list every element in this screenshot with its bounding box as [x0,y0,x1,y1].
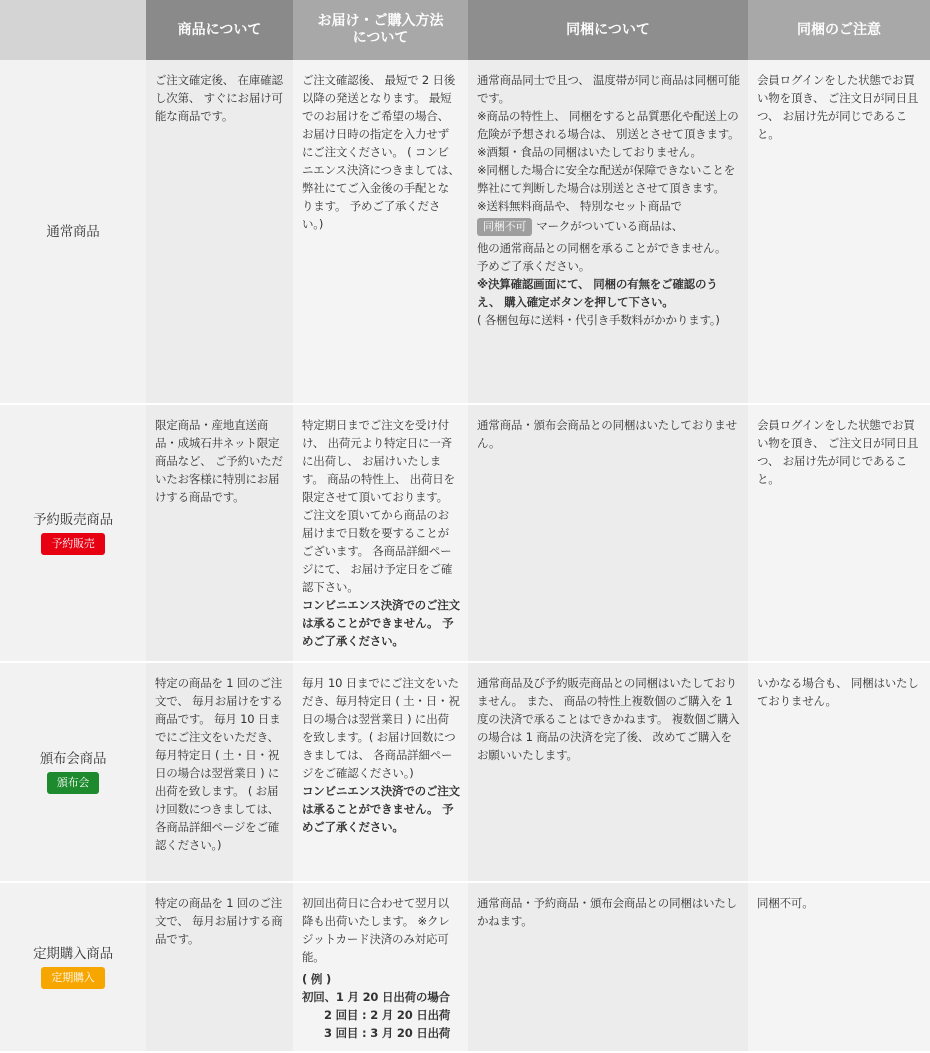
delivery-example-line: 2 回目 : 2 月 20 日出荷 [324,1008,451,1022]
notice-cell: 同梱不可。 [748,882,930,1052]
delivery-bold-text: コンビニエンス決済でのご注文は承ることができません。 予めご了承ください。 [302,598,460,648]
reservation-badge: 予約販売 [41,533,104,555]
delivery-text: 特定期日までご注文を受け付け、 出荷元より特定日に一斉に出荷し、 お届けいたします。 商品の特性上、 出荷日を限定させて頂いております。 ご注文を頂いてから商品のお届けまで日数を要することがございます。 各商品詳細ページにて、 お届け予定日をご確認下さい。 [302,418,455,594]
notice-cell: 会員ログインをした状態でお買い物を頂き、 ご注文日が同日且つ、 お届け先が同じであること。 [748,404,930,662]
header-delivery-method [293,0,468,60]
subscription-club-badge: 頒布会 [47,772,99,794]
delivery-example-label: ( 例 ) [302,972,332,986]
delivery-bold-text: コンビニエンス決済でのご注文は承ることができません。 予めご了承ください。 [302,784,460,834]
about-cell: 特定の商品を 1 回のご注文で、 毎月お届けをする商品です。 毎月 10 日までにご注文をいただき、 毎月特定日 ( 土・日・祝日の場合は翌営業日 ) に出荷を致します。 ( お届け回数につきましては、 各商品詳細ページをご確認ください。) [146,662,293,882]
bundle-cell: 通常商品及び予約販売商品との同梱はいたしておりません。 また、 商品の特性上複数個のご購入を 1 度の決済で承ることはできかねます。 複数個ご購入の場合は 1 商品の決済を完了後、 改めてご購入をお願いいたします。 [468,662,748,882]
about-cell: 限定商品・産地直送商品・成城石井ネット限定商品など、 ご予約いただいたお客様に特別にお届けする商品です。 [146,404,293,662]
header-about-product: 商品について [146,0,293,60]
header-blank [0,0,146,60]
table-row [0,662,930,882]
bundle-text: ※同梱した場合に安全な配送が保障できないことを弊社にて判断した場合は別送とさせて頂きます。 [477,163,736,195]
product-type-label: 予約販売商品 [33,512,113,528]
product-type-label: 頒布会商品 [39,751,107,767]
bundle-cell: 通常商品・頒布会商品との同梱はいたしておりません。 [468,404,748,662]
delivery-cell [293,662,468,882]
table-row [0,404,930,662]
product-type-label: 定期購入商品 [33,946,113,962]
bundle-cell: 通常商品・予約商品・頒布会商品との同梱はいたしかねます。 [468,882,748,1052]
product-type-label: 通常商品 [46,223,100,240]
no-bundle-tag: 同梱不可 [477,218,532,236]
delivery-cell: ご注文確認後、 最短で 2 日後以降の発送となります。 最短でのお届けをご希望の場合、 お届け日時の指定を入力せずにご注文ください。 ( コンビニエンス決済につきましては、 弊社にてご入金後の手配となります。 予めご了承ください。) [293,60,468,404]
bundle-text: ※商品の特性上、 同梱をすると品質悪化や配送上の危険が予想される場合は、 別送とさせて頂きます。 [477,109,740,141]
notice-cell: いかなる場合も、 同梱はいたしておりません。 [748,662,930,882]
regular-purchase-badge: 定期購入 [41,967,104,989]
delivery-text: 毎月 10 日までにご注文をいただき、毎月特定日 ( 土・日・祝日の場合は翌営業日 ) に出荷を致します。( お届け回数につきましては、 各商品詳細ページをご確認ください。) [302,676,460,780]
delivery-cell [293,882,468,1052]
table-header-row [0,0,930,60]
bundle-text: ※酒類・食品の同梱はいたしておりません。 [477,145,702,159]
header-delivery-line1: お届け・ご購入方法 [317,13,444,29]
bundle-bold-text: ※決算確認画面にて、 同梱の有無をご確認のうえ、 購入確定ボタンを押して下さい。 [477,277,718,309]
bundle-text: ※送料無料商品や、 特別なセット商品で [477,199,682,213]
table-row [0,882,930,1052]
bundle-text: 他の通常商品との同梱を承ることができません。 予めご了承ください。 [477,241,727,273]
bundle-text: 通常商品同士で且つ、 温度帯が同じ商品は同梱可能です。 [477,73,740,105]
bundle-text: ( 各梱包毎に送料・代引き手数料がかかります。) [477,313,720,327]
about-cell: 特定の商品を 1 回のご注文で、 毎月お届けする商品です。 [146,882,293,1052]
header-delivery-line2: について [352,30,409,46]
delivery-example-line: 3 回目 : 3 月 20 日出荷 [324,1026,451,1040]
delivery-cell [293,404,468,662]
bundle-text: マークがついている商品は、 [536,219,684,233]
notice-cell: 会員ログインをした状態でお買い物を頂き、 ご注文日が同日且つ、 お届け先が同じであること。 [748,60,930,404]
bundle-cell [468,60,748,404]
row-name-cell [0,404,146,662]
about-cell: ご注文確定後、 在庫確認し次第、 すぐにお届け可能な商品です。 [146,60,293,404]
delivery-example-line: 初回、1 月 20 日出荷の場合 [302,990,450,1004]
header-bundle: 同梱について [468,0,748,60]
delivery-text: 初回出荷日に合わせて翌月以降も出荷いたします。 ※クレジットカード決済のみ対応可能。 [302,896,450,964]
row-name-cell [0,662,146,882]
row-name-cell [0,60,146,404]
bundle-tag-line [477,215,740,239]
header-bundle-notice: 同梱のご注意 [748,0,930,60]
table-row [0,60,930,404]
row-name-cell [0,882,146,1052]
